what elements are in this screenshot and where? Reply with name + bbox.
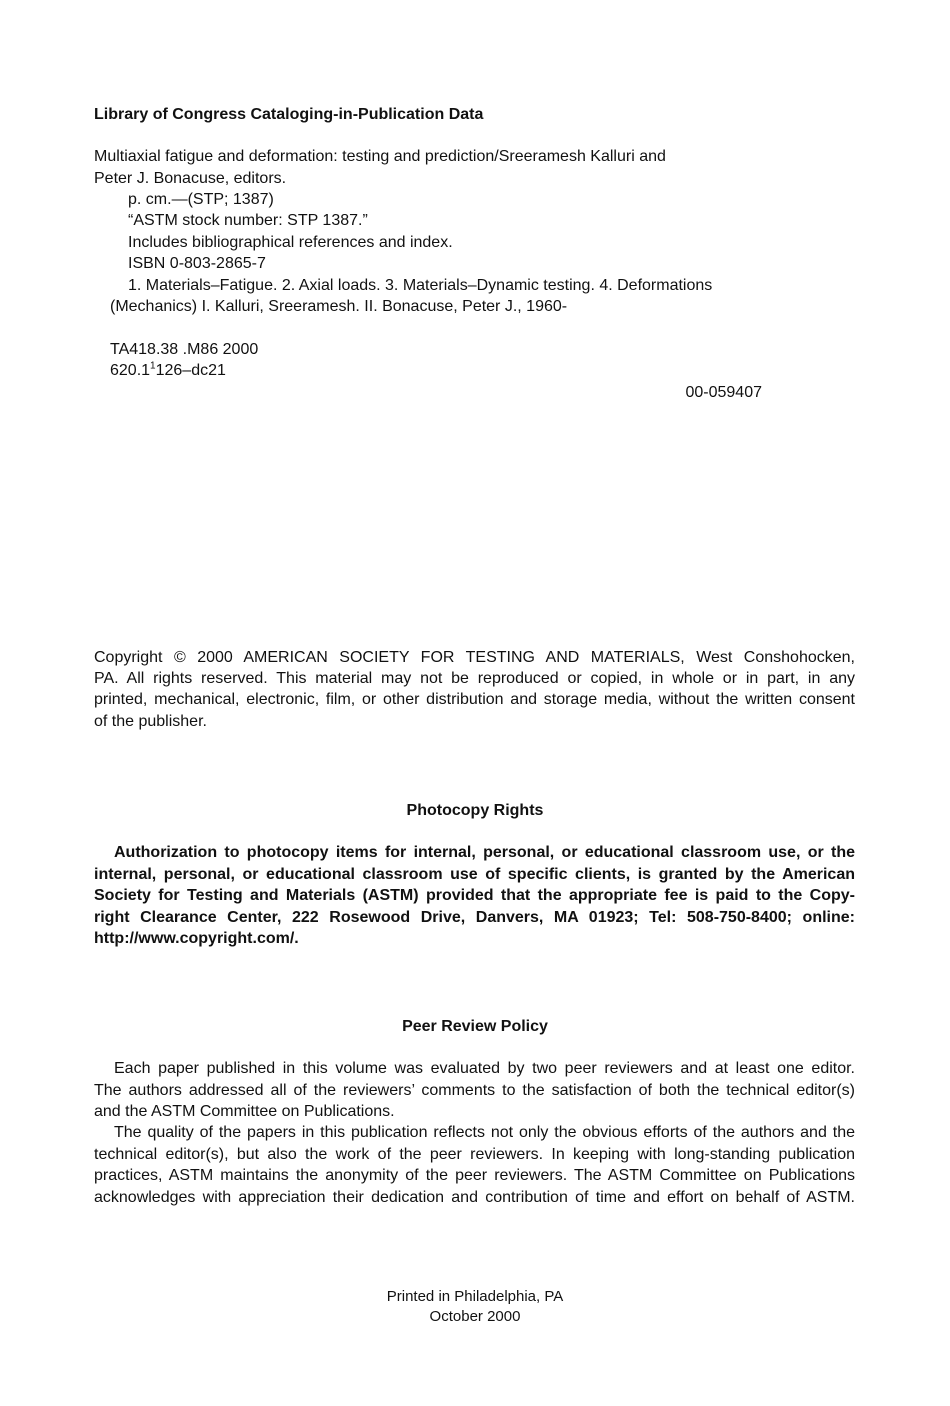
photocopy-heading: Photocopy Rights [406,802,544,819]
cip-lc-class: TA418.38 .M86 2000 [110,341,259,358]
copyright-line: printed, mechanical, electronic, film, or other distribution and storage media, without the written consent [94,691,855,708]
photocopy-line: internal, personal, or educational classroom use of specific clients, is granted by the American [94,866,855,883]
photocopy-url: http://www.copyright.com/. [94,930,299,947]
peer-review-line: practices, ASTM maintains the anonymity of the peer reviewers. The ASTM Committee on Publications [94,1167,855,1184]
cip-subjects-line: 1. Materials–Fatigue. 2. Axial loads. 3. Materials–Dynamic testing. 4. Deformations [128,277,713,294]
peer-review-line: The quality of the papers in this publication reflects not only the obvious efforts of the authors and the [114,1124,855,1141]
photocopy-line: Authorization to photocopy items for internal, personal, or educational classroom use, or the [114,844,855,861]
peer-review-line: and the ASTM Committee on Publications. [94,1103,395,1120]
cip-isbn: ISBN 0-803-2865-7 [128,255,266,272]
cip-pcm: p. cm.—(STP; 1387) [128,191,274,208]
peer-review-heading: Peer Review Policy [402,1018,548,1035]
photocopy-line: right Clearance Center, 222 Rosewood Drive, Danvers, MA 01923; Tel: 508-750-8400; online: [94,909,855,926]
peer-review-line: Each paper published in this volume was evaluated by two peer reviewers and at least one editor. [114,1060,855,1077]
photocopy-line: Society for Testing and Materials (ASTM) provided that the appropriate fee is paid to the Copy- [94,887,855,904]
imprint-date: October 2000 [429,1308,521,1325]
cip-subjects-line: (Mechanics) I. Kalluri, Sreeramesh. II. Bonacuse, Peter J., 1960- [110,298,568,315]
copyright-line: Copyright © 2000 AMERICAN SOCIETY FOR TESTING AND MATERIALS, West Conshohocken, [94,649,855,666]
cip-includes: Includes bibliographical references and index. [128,234,453,251]
cip-heading: Library of Congress Cataloging-in-Publication Data [94,106,484,123]
peer-review-line: acknowledges with appreciation their dedication and contribution of time and effort on behalf of ASTM. [94,1189,855,1206]
peer-review-line: The authors addressed all of the reviewers’ comments to the satisfaction of both the technical editor(s) [94,1082,855,1099]
cip-dewey: 620.1$^1$126–dc21 [110,360,226,379]
copyright-line: PA. All rights reserved. This material may not be reproduced or copied, in whole or in part, in any [94,670,855,687]
cip-lccn: 00-059407 [685,384,762,401]
copyright-line: of the publisher. [94,713,207,730]
cip-title-line: Multiaxial fatigue and deformation: testing and prediction/Sreeramesh Kalluri and [94,148,666,165]
imprint-place: Printed in Philadelphia, PA [386,1288,564,1305]
cip-title-line: Peter J. Bonacuse, editors. [94,170,287,187]
peer-review-line: technical editor(s), but also the work of the peer reviewers. In keeping with long-standing publication [94,1146,855,1163]
cip-stock-number: “ASTM stock number: STP 1387.” [128,212,368,229]
